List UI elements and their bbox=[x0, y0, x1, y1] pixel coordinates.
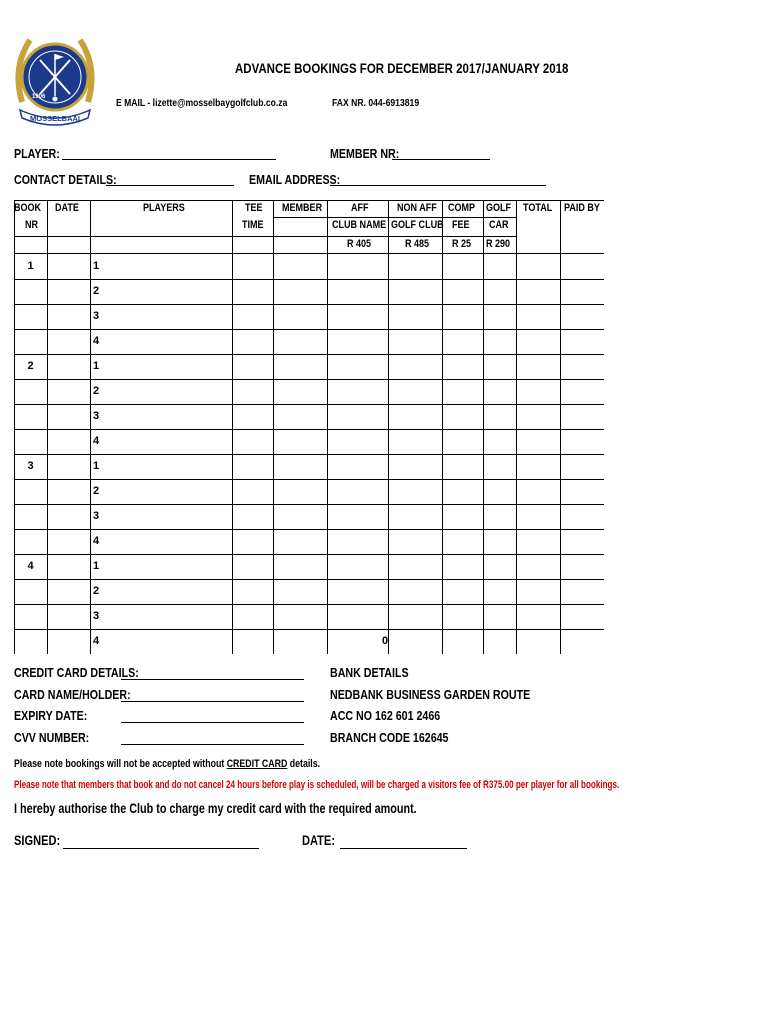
cvv-number-label: CVV NUMBER: bbox=[14, 730, 90, 745]
header-club-name: CLUB NAME bbox=[332, 219, 387, 231]
header-total: TOTAL bbox=[523, 202, 553, 214]
player-number: 1 bbox=[93, 560, 100, 572]
credit-card-note: Please note bookings will not be accepted without CREDIT CARD details. bbox=[14, 758, 321, 770]
booking-number: 3 bbox=[27, 460, 34, 472]
card-name-holder-label: CARD NAME/HOLDER: bbox=[14, 687, 131, 702]
card-name-holder-field[interactable] bbox=[121, 701, 304, 702]
player-number: 4 bbox=[93, 435, 100, 447]
player-number: 4 bbox=[93, 635, 100, 647]
fax-number: FAX NR. 044-6913819 bbox=[332, 97, 420, 109]
contact-details-label: CONTACT DETAILS: bbox=[14, 172, 117, 187]
header-non-aff: NON AFF bbox=[397, 202, 437, 214]
player-number: 3 bbox=[93, 410, 100, 422]
header-paid-by: PAID BY bbox=[564, 202, 600, 214]
bank-details-label: BANK DETAILS bbox=[330, 665, 409, 680]
credit-card-details-field[interactable] bbox=[121, 679, 304, 680]
player-number: 4 bbox=[93, 335, 100, 347]
header-aff-price: R 405 bbox=[347, 238, 372, 250]
header-comp: COMP bbox=[448, 202, 476, 214]
page-title: ADVANCE BOOKINGS FOR DECEMBER 2017/JANUARY 2018 bbox=[235, 60, 569, 76]
cancellation-warning: Please note that members that book and do not cancel 24 hours before play is scheduled, will be charged a visitors fee of R375.00 per player for all bookings. bbox=[14, 779, 620, 791]
signed-label: SIGNED: bbox=[14, 833, 61, 848]
player-number: 3 bbox=[93, 610, 100, 622]
bookings-table bbox=[14, 200, 604, 654]
header-date: DATE bbox=[55, 202, 80, 214]
player-field[interactable] bbox=[62, 159, 276, 160]
booking-number: 4 bbox=[27, 560, 34, 572]
email-address-field[interactable] bbox=[330, 185, 546, 186]
header-aff: AFF bbox=[351, 202, 369, 214]
aff-total-value: 0 bbox=[382, 635, 389, 647]
authorisation-statement: I hereby authorise the Club to charge my credit card with the required amount. bbox=[14, 801, 417, 816]
contact-details-field[interactable] bbox=[106, 185, 234, 186]
player-number: 1 bbox=[93, 260, 100, 272]
signature-field[interactable] bbox=[63, 848, 259, 849]
player-number: 4 bbox=[93, 535, 100, 547]
email-contact: E MAIL - lizette@mosselbaygolfclub.co.za bbox=[116, 97, 288, 109]
player-number: 3 bbox=[93, 510, 100, 522]
booking-number: 1 bbox=[27, 260, 34, 272]
expiry-date-field[interactable] bbox=[121, 722, 304, 723]
date-field[interactable] bbox=[340, 848, 467, 849]
header-book: BOOK bbox=[14, 202, 42, 214]
player-label: PLAYER: bbox=[14, 146, 60, 161]
player-number: 2 bbox=[93, 485, 100, 497]
player-number: 1 bbox=[93, 460, 100, 472]
header-member: MEMBER bbox=[282, 202, 323, 214]
header-fee: FEE bbox=[452, 219, 470, 231]
cvv-number-field[interactable] bbox=[121, 744, 304, 745]
header-car-price: R 290 bbox=[486, 238, 511, 250]
header-non-aff-price: R 485 bbox=[405, 238, 430, 250]
credit-card-details-label: CREDIT CARD DETAILS: bbox=[14, 665, 139, 680]
account-number: ACC NO 162 601 2466 bbox=[330, 708, 441, 723]
player-number: 2 bbox=[93, 585, 100, 597]
table-grid-lines bbox=[14, 200, 604, 654]
header-nr: NR bbox=[25, 219, 39, 231]
header-golf-club: GOLF CLUB bbox=[391, 219, 444, 231]
member-nr-field[interactable] bbox=[392, 159, 490, 160]
logo-name: MOSSELBAAI bbox=[29, 114, 81, 123]
header-players: PLAYERS bbox=[143, 202, 185, 214]
header-car: CAR bbox=[489, 219, 509, 231]
header-golf: GOLF bbox=[486, 202, 512, 214]
header-comp-price: R 25 bbox=[452, 238, 472, 250]
logo-year: 1906 bbox=[32, 94, 46, 100]
header-tee: TEE bbox=[245, 202, 263, 214]
booking-number: 2 bbox=[27, 360, 34, 372]
member-nr-label: MEMBER NR: bbox=[330, 146, 400, 161]
player-number: 1 bbox=[93, 360, 100, 372]
player-number: 2 bbox=[93, 285, 100, 297]
header-time: TIME bbox=[242, 219, 264, 231]
date-label: DATE: bbox=[302, 833, 336, 848]
bank-name: NEDBANK BUSINESS GARDEN ROUTE bbox=[330, 687, 531, 702]
expiry-date-label: EXPIRY DATE: bbox=[14, 708, 88, 723]
branch-code: BRANCH CODE 162645 bbox=[330, 730, 449, 745]
credit-card-emphasis: CREDIT CARD bbox=[226, 758, 288, 770]
email-address-label: EMAIL ADDRESS: bbox=[249, 172, 341, 187]
player-number: 2 bbox=[93, 385, 100, 397]
player-number: 3 bbox=[93, 310, 100, 322]
club-logo bbox=[12, 22, 98, 130]
